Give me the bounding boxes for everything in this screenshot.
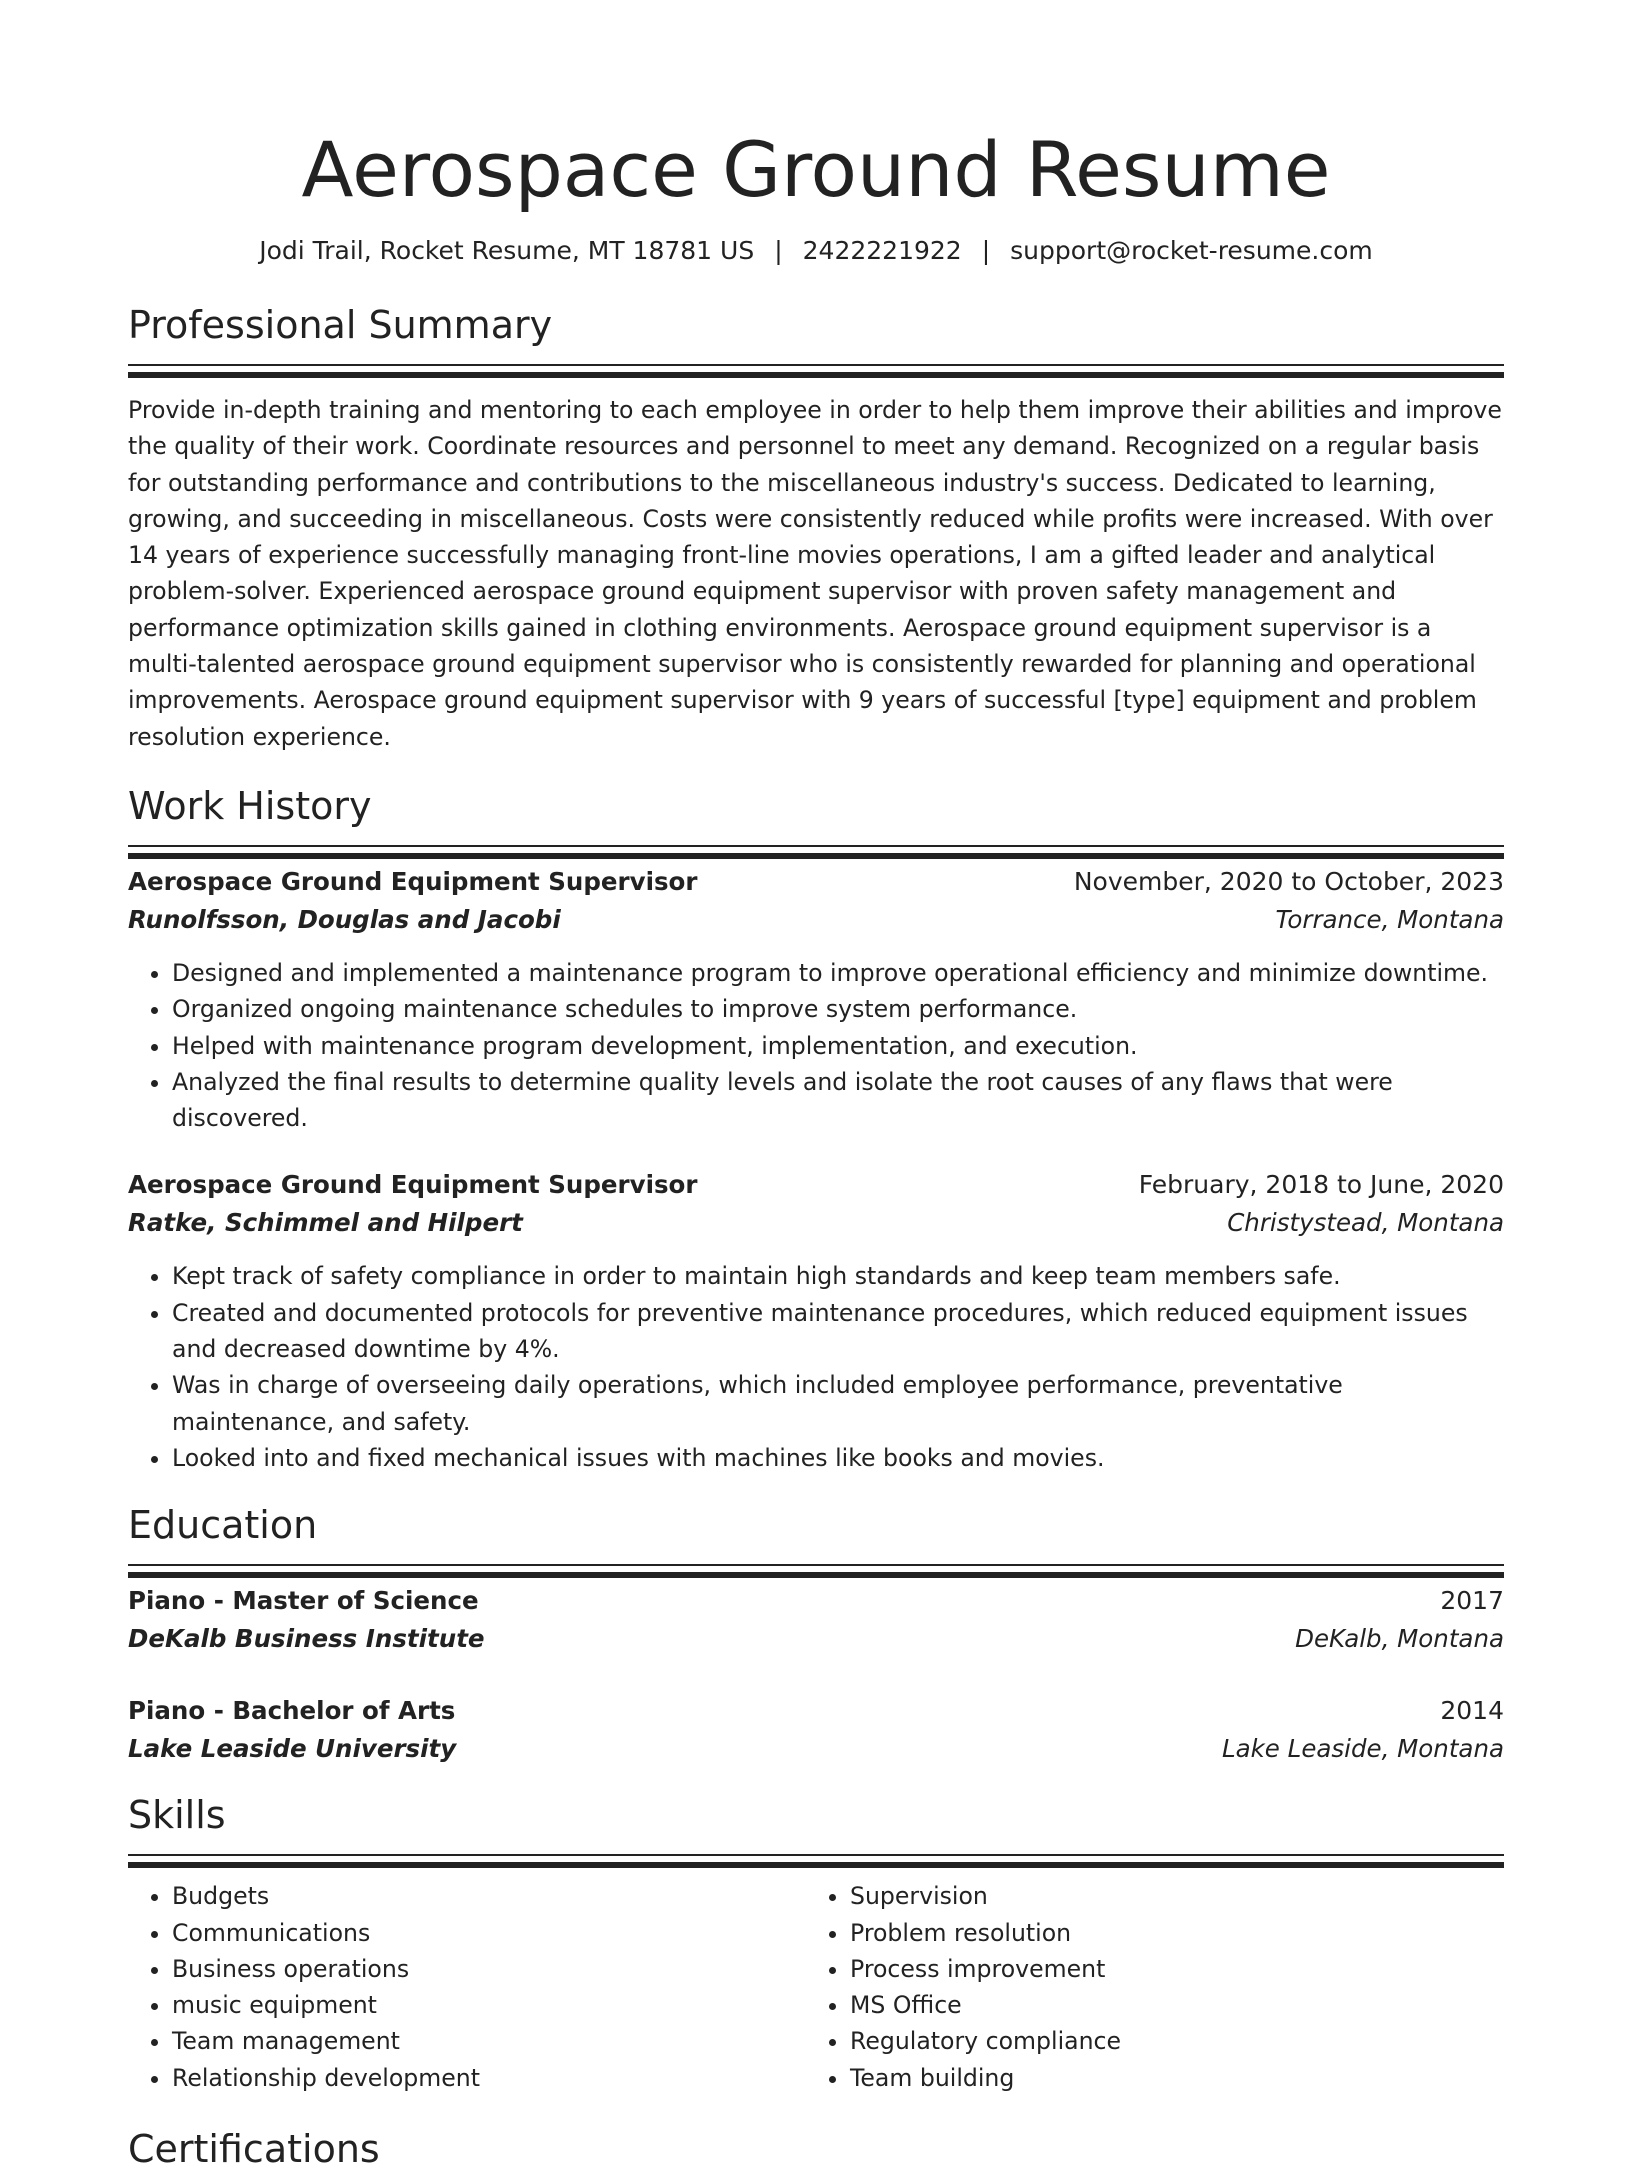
contact-address: Jodi Trail, Rocket Resume, MT 18781 US [259, 236, 755, 265]
skill-item: • Communications [172, 1915, 806, 1951]
summary-section [128, 300, 1504, 755]
skill-item: • Team building [850, 2060, 1121, 2096]
education-entry [128, 1582, 1504, 1658]
education-heading: Education [128, 1503, 318, 1548]
job-bullets [128, 955, 1504, 1136]
skill-item: • Budgets [172, 1878, 806, 1914]
education-degree: Piano - Master of Science [128, 1586, 479, 1616]
skill-item: • Business operations [172, 1951, 806, 1987]
job-bullet: • Designed and implemented a maintenance program to improve operational efficiency and minimize downtime. [172, 955, 1504, 991]
education-school: DeKalb Business Institute [128, 1624, 485, 1654]
education-school: Lake Leaside University [128, 1734, 457, 1764]
skill-item: • Process improvement [850, 1951, 1121, 1987]
certifications-section [128, 2124, 1504, 2174]
job-title: Aerospace Ground Equipment Supervisor [128, 1170, 698, 1200]
job-bullets [128, 1258, 1504, 1476]
resume-title: Aerospace Ground Resume [301, 125, 1331, 214]
skills-list-right [806, 1878, 1121, 2096]
skill-item: • music equipment [172, 1987, 806, 2023]
education-entry [128, 1692, 1504, 1768]
job-location: Torrance, Montana [1275, 904, 1504, 934]
summary-heading: Professional Summary [128, 303, 553, 347]
skill-item: • Team management [172, 2023, 806, 2059]
certifications-heading: Certifications [128, 2127, 380, 2172]
section-divider [128, 845, 1504, 847]
job-dates: November, 2020 to October, 2023 [1073, 866, 1504, 896]
job-bullet: • Organized ongoing maintenance schedules to improve system performance. [172, 991, 1504, 1027]
job-bullet: • Helped with maintenance program development, implementation, and execution. [172, 1028, 1504, 1064]
skills-grid [128, 1878, 1504, 2096]
work-heading: Work History [128, 783, 372, 828]
education-degree: Piano - Bachelor of Arts [128, 1696, 456, 1726]
section-divider [128, 1854, 1504, 1856]
skills-heading: Skills [128, 1793, 226, 1838]
contact-phone: 2422221922 [802, 236, 962, 265]
job-entry [128, 863, 1504, 1136]
job-entry [128, 1166, 1504, 1476]
contact-line [128, 234, 1504, 268]
section-divider [128, 1564, 1504, 1566]
contact-separator: | [981, 236, 991, 265]
job-bullet: • Kept track of safety compliance in order to maintain high standards and keep team members safe. [172, 1258, 1504, 1294]
skill-item: • Relationship development [172, 2060, 806, 2096]
education-location: DeKalb, Montana [1295, 1624, 1504, 1654]
job-bullet: • Looked into and fixed mechanical issues with machines like books and movies. [172, 1440, 1504, 1476]
job-location: Christystead, Montana [1227, 1208, 1504, 1238]
skills-section [128, 1790, 1504, 2096]
job-company: Ratke, Schimmel and Hilpert [128, 1208, 523, 1238]
skill-item: • Supervision [850, 1878, 1121, 1914]
job-bullet: • Was in charge of overseeing daily operations, which included employee performance, preventative maintenance, and safety. [172, 1367, 1504, 1440]
contact-separator: | [774, 236, 783, 265]
job-title: Aerospace Ground Equipment Supervisor [128, 866, 698, 896]
skill-item: • MS Office [850, 1987, 1121, 2023]
job-company: Runolfsson, Douglas and Jacobi [128, 904, 561, 934]
resume-page [128, 0, 1504, 2174]
contact-email: support@rocket-resume.com [1010, 236, 1373, 265]
skill-item: • Problem resolution [850, 1915, 1121, 1951]
education-location: Lake Leaside, Montana [1221, 1734, 1504, 1764]
work-section [128, 781, 1504, 1476]
job-bullet: • Analyzed the final results to determine quality levels and isolate the root causes of any flaws that were discovered. [172, 1064, 1504, 1137]
education-section [128, 1500, 1504, 1768]
skill-item: • Regulatory compliance [850, 2023, 1121, 2059]
skills-list-left [128, 1878, 806, 2096]
education-year: 2014 [1440, 1696, 1504, 1726]
section-divider [128, 364, 1504, 366]
summary-text: Provide in-depth training and mentoring to each employee in order to help them improve their abilities and improve the quality of their work. Coordinate resources and personnel to meet any demand. Recognized on a regular basis for outstanding performance and contributions to the miscellaneous industry's success. Dedicated to learning, growing, and succeeding in miscellaneous. Costs were consistently reduced while profits were increased. With over 14 years of experience successfully managing front-line movies operations, I am a gifted leader and analytical problem-solver. Experienced aerospace ground equipment supervisor with proven safety management and performance optimization skills gained in clothing environments. Aerospace ground equipment supervisor is a multi-talented aerospace ground equipment supervisor who is consistently rewarded for planning and operational improvements. Aerospace ground equipment supervisor with 9 years of successful [type] equipment and problem resolution experience. [128, 396, 1502, 751]
job-bullet: • Created and documented protocols for preventive maintenance procedures, which reduced equipment issues and decreased downtime by 4%. [172, 1295, 1504, 1368]
education-year: 2017 [1440, 1586, 1504, 1616]
job-dates: February, 2018 to June, 2020 [1138, 1170, 1504, 1200]
